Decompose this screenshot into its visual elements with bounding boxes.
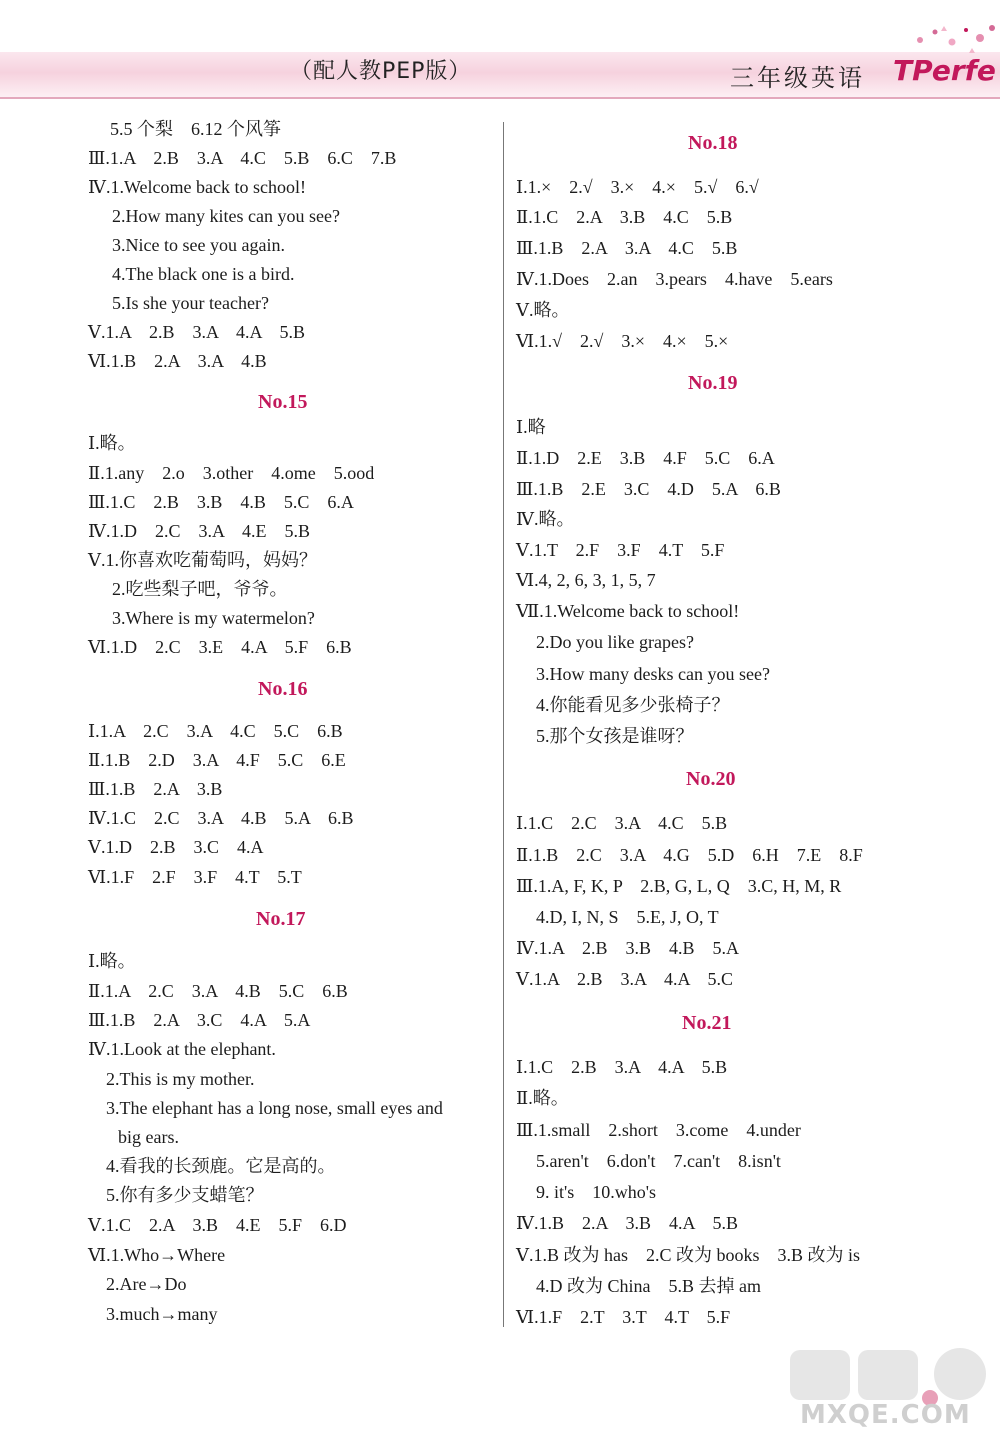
answer-line: Ⅱ.1.B 2.C 3.A 4.G 5.D 6.H 7.E 8.F [516, 845, 863, 865]
answer-line: 5.aren't 6.don't 7.can't 8.isn't [536, 1151, 781, 1171]
answer-line: Ⅴ.1.T 2.F 3.F 4.T 5.F [516, 540, 725, 560]
answer-line: Ⅴ.略。 [516, 300, 570, 320]
answer-line: Ⅳ.1.Look at the elephant. [88, 1039, 276, 1059]
header-rule [0, 97, 1000, 99]
section-heading-no18: No.18 [688, 132, 738, 154]
answer-line: Ⅲ.1.B 2.A 3.B [88, 779, 223, 799]
answer-line: Ⅲ.1.B 2.E 3.C 4.D 5.A 6.B [516, 479, 781, 499]
answer-line: Ⅳ.1.D 2.C 3.A 4.E 5.B [88, 521, 310, 541]
answer-line: 4.看我的长颈鹿。它是高的。 [106, 1156, 336, 1176]
answer-line: Ⅴ.1.A 2.B 3.A 4.A 5.B [88, 322, 306, 342]
answer-line: Ⅵ.1.√ 2.√ 3.× 4.× 5.× [516, 331, 729, 351]
answer-line: 3.Where is my watermelon? [112, 608, 315, 628]
section-heading-no17: No.17 [256, 908, 306, 930]
answer-line: Ⅵ.1.F 2.T 3.T 4.T 5.F [516, 1307, 731, 1327]
section-heading-no21: No.21 [682, 1012, 732, 1034]
answer-line: Ⅱ.1.B 2.D 3.A 4.F 5.C 6.E [88, 750, 346, 770]
section-heading-no16: No.16 [258, 678, 308, 700]
answer-line: Ⅴ.1.B 改为 has 2.C 改为 books 3.B 改为 is [516, 1245, 861, 1265]
answer-line: Ⅲ.1.small 2.short 3.come 4.under [516, 1120, 801, 1140]
answer-line: 5.那个女孩是谁呀？ [536, 726, 694, 746]
answer-line: Ⅰ.1.C 2.C 3.A 4.C 5.B [516, 813, 728, 833]
answer-line: Ⅱ.1.any 2.o 3.other 4.ome 5.ood [88, 463, 375, 483]
answer-line: Ⅶ.1.Welcome back to school! [516, 601, 740, 621]
answer-line: Ⅰ.略。 [88, 951, 136, 971]
answer-line: 2.吃些梨子吧，爷爷。 [112, 579, 288, 599]
brand-logo: TPerfe [893, 54, 996, 87]
answer-line: Ⅵ.1.F 2.F 3.F 4.T 5.T [88, 867, 302, 887]
answer-line: Ⅱ.略。 [516, 1088, 569, 1108]
answer-line: 3.Nice to see you again. [112, 235, 285, 255]
answer-line: Ⅱ.1.A 2.C 3.A 4.B 5.C 6.B [88, 981, 348, 1001]
answer-line: 5.5 个梨 6.12 个风筝 [110, 119, 281, 139]
answer-line: Ⅵ.4, 2, 6, 3, 1, 5, 7 [516, 570, 656, 590]
answer-line: 4.你能看见多少张椅子？ [536, 695, 730, 715]
answer-line: big ears. [118, 1127, 179, 1147]
answer-line: 2.Are→Do [106, 1274, 187, 1294]
answer-line: 3.The elephant has a long nose, small eyes and [106, 1098, 443, 1118]
answer-line: Ⅲ.1.B 2.A 3.C 4.A 5.A [88, 1010, 311, 1030]
answer-line: 4.The black one is a bird. [112, 264, 295, 284]
column-divider [503, 122, 504, 1327]
subject-title: 三年级英语 [730, 64, 865, 92]
answer-line: Ⅱ.1.C 2.A 3.B 4.C 5.B [516, 207, 733, 227]
answer-line: Ⅱ.1.D 2.E 3.B 4.F 5.C 6.A [516, 448, 775, 468]
answer-line: 4.D 改为 China 5.B 去掉 am [536, 1276, 761, 1296]
answer-line: Ⅵ.1.B 2.A 3.A 4.B [88, 351, 267, 371]
section-heading-no19: No.19 [688, 372, 738, 394]
answer-line: Ⅰ.略 [516, 417, 546, 437]
answer-line: 9. it's 10.who's [536, 1182, 656, 1202]
watermark-text: MXQE.COM [800, 1400, 971, 1430]
answer-line: 2.How many kites can you see? [112, 206, 340, 226]
answer-line: Ⅰ.1.× 2.√ 3.× 4.× 5.√ 6.√ [516, 177, 759, 197]
flower-decoration-icon [900, 18, 1000, 58]
edition-label: （配人教PEP版） [290, 59, 472, 84]
answer-line: Ⅳ.1.C 2.C 3.A 4.B 5.A 6.B [88, 808, 354, 828]
answer-line: Ⅵ.1.D 2.C 3.E 4.A 5.F 6.B [88, 637, 352, 657]
answer-line: Ⅴ.1.C 2.A 3.B 4.E 5.F 6.D [88, 1215, 347, 1235]
answer-line: Ⅴ.1.A 2.B 3.A 4.A 5.C [516, 969, 734, 989]
answer-line: 3.much→many [106, 1304, 218, 1324]
section-heading-no20: No.20 [686, 768, 736, 790]
answer-line: Ⅳ.1.Welcome back to school! [88, 177, 306, 197]
answer-line: Ⅲ.1.A, F, K, P 2.B, G, L, Q 3.C, H, M, R [516, 876, 842, 896]
answer-line: 2.This is my mother. [106, 1069, 255, 1089]
answer-line: Ⅲ.1.C 2.B 3.B 4.B 5.C 6.A [88, 492, 354, 512]
answer-line: 5.Is she your teacher? [112, 293, 269, 313]
answer-line: Ⅴ.1.D 2.B 3.C 4.A [88, 837, 264, 857]
answer-line: Ⅵ.1.Who→Where [88, 1245, 226, 1265]
answer-line: Ⅰ.略。 [88, 433, 136, 453]
answer-line: Ⅲ.1.A 2.B 3.A 4.C 5.B 6.C 7.B [88, 148, 397, 168]
answer-line: 2.Do you like grapes? [536, 632, 694, 652]
answer-line: Ⅳ.略。 [516, 509, 575, 529]
answer-line: Ⅰ.1.C 2.B 3.A 4.A 5.B [516, 1057, 728, 1077]
answer-line: 4.D, I, N, S 5.E, J, O, T [536, 907, 719, 927]
section-heading-no15: No.15 [258, 391, 308, 413]
answer-line: 5.你有多少支蜡笔？ [106, 1185, 264, 1205]
answer-line: Ⅳ.1.Does 2.an 3.pears 4.have 5.ears [516, 269, 833, 289]
answer-line: Ⅳ.1.B 2.A 3.B 4.A 5.B [516, 1213, 739, 1233]
answer-line: Ⅲ.1.B 2.A 3.A 4.C 5.B [516, 238, 738, 258]
answer-line: Ⅰ.1.A 2.C 3.A 4.C 5.C 6.B [88, 721, 343, 741]
answer-line: Ⅳ.1.A 2.B 3.B 4.B 5.A [516, 938, 740, 958]
answer-line: 3.How many desks can you see? [536, 664, 770, 684]
answer-line: Ⅴ.1.你喜欢吃葡萄吗，妈妈？ [88, 550, 317, 570]
